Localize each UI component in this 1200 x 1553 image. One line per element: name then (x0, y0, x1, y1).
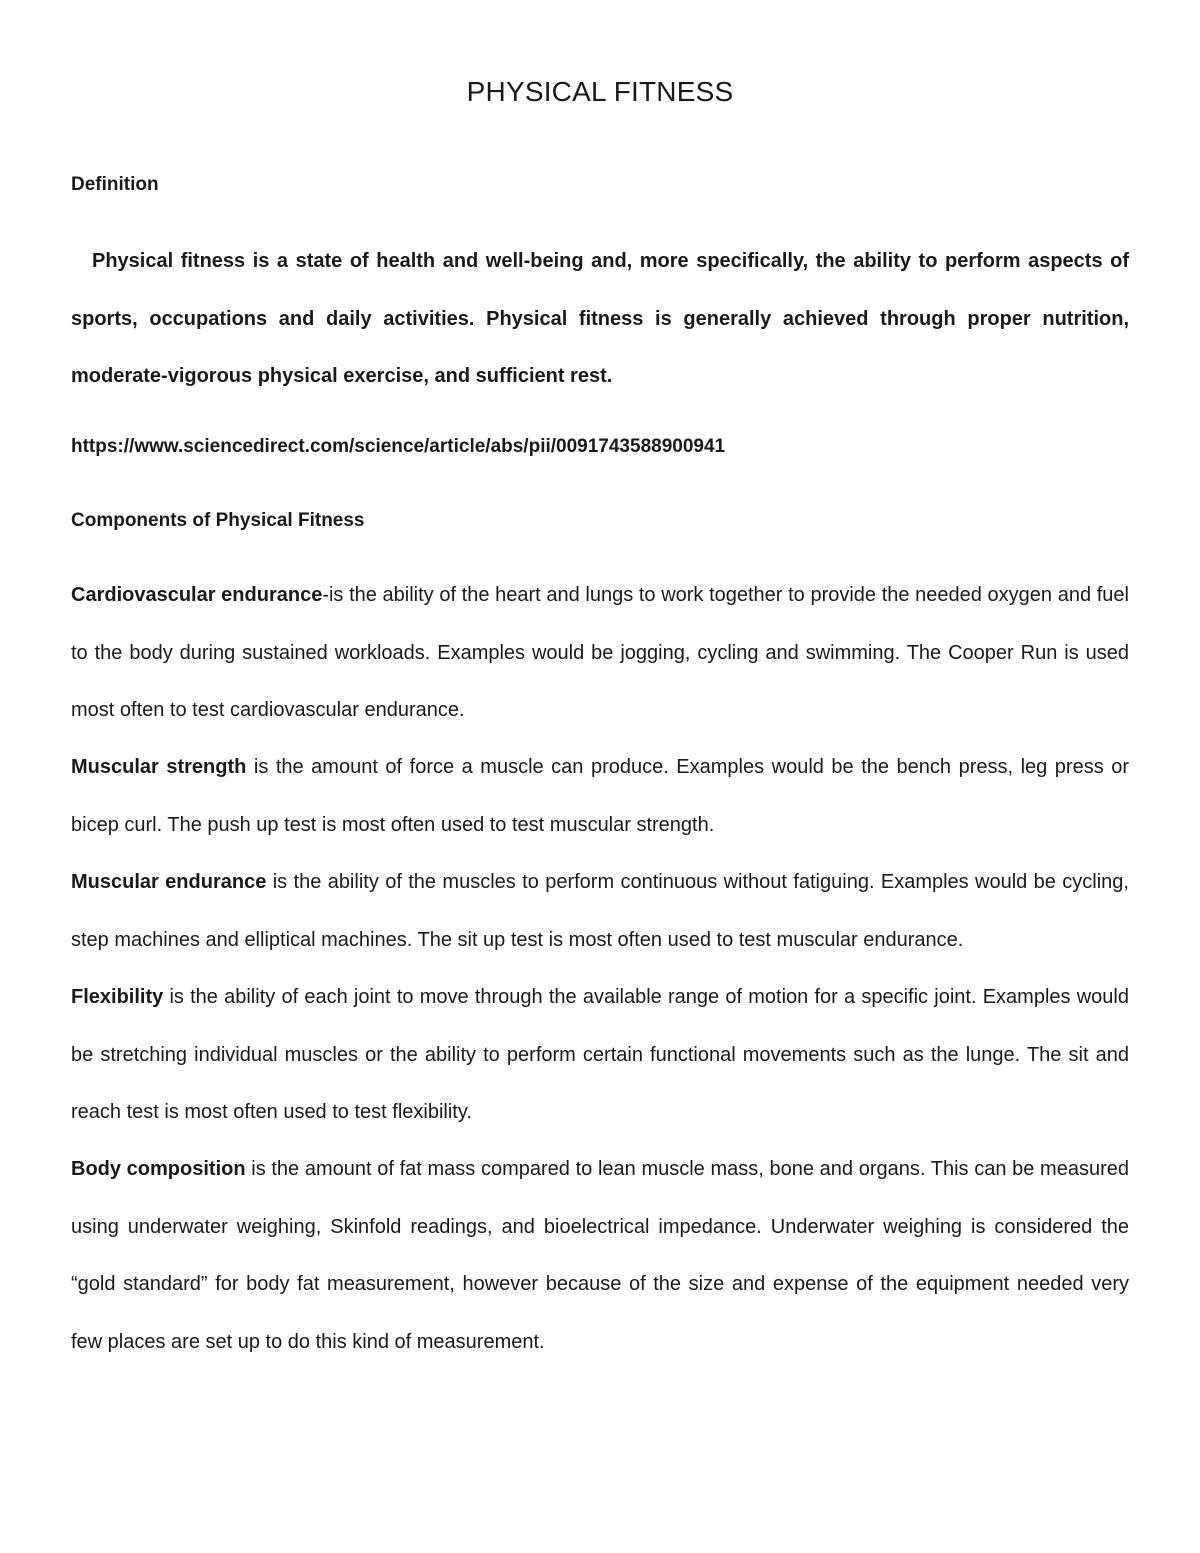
component-text: is the ability of each joint to move through the available range of motion for a specific joint. Examples would be stretching individual muscles or the ability to perform certain functional movements such as the lunge. The sit and reach test is most often used to test flexibility. (71, 986, 1129, 1123)
component-paragraph-strength (71, 739, 1129, 854)
component-term: Muscular strength (71, 756, 247, 778)
component-term: Body composition (71, 1158, 246, 1180)
component-paragraph-body-composition (71, 1141, 1129, 1371)
component-term: Flexibility (71, 986, 164, 1008)
component-text: is the ability of the muscles to perform continuous without fatiguing. Examples would be cycling, step machines and elliptical machines. The sit up test is most often used to test muscular endurance. (71, 871, 1129, 951)
component-text: is the amount of fat mass compared to lean muscle mass, bone and organs. This can be measured using underwater weighing, Skinfold readings, and bioelectrical impedance. Underwater weighing is considered the “gold standard” for body fat measurement, however because of the size and expense of the equipment needed very few places are set up to do this kind of measurement. (71, 1158, 1129, 1353)
page-title: PHYSICAL FITNESS (466, 76, 734, 107)
component-term: Muscular endurance (71, 871, 267, 893)
component-paragraph-cardiovascular (71, 567, 1129, 740)
definition-heading: Definition (71, 174, 159, 195)
component-text: -is the ability of the heart and lungs to work together to provide the needed oxygen and fuel to the body during sustained workloads. Examples would be jogging, cycling and swimming. The Cooper Run is used most often to test cardiovascular endurance. (71, 584, 1129, 721)
components-heading: Components of Physical Fitness (71, 510, 365, 531)
component-paragraph-flexibility (71, 969, 1129, 1142)
component-paragraph-endurance (71, 854, 1129, 969)
definition-paragraph: Physical fitness is a state of health and well-being and, more specifically, the ability to perform aspects of sports, occupations and daily activities. Physical fitness is generally achieved through proper nutrition, moderate-vigorous physical exercise, and sufficient rest. (71, 250, 1129, 387)
component-term: Cardiovascular endurance (71, 584, 323, 606)
source-link[interactable]: https://www.sciencedirect.com/science/article/abs/pii/0091743588900941 (71, 436, 726, 457)
component-text: is the amount of force a muscle can produce. Examples would be the bench press, leg press or bicep curl. The push up test is most often used to test muscular strength. (71, 756, 1130, 836)
